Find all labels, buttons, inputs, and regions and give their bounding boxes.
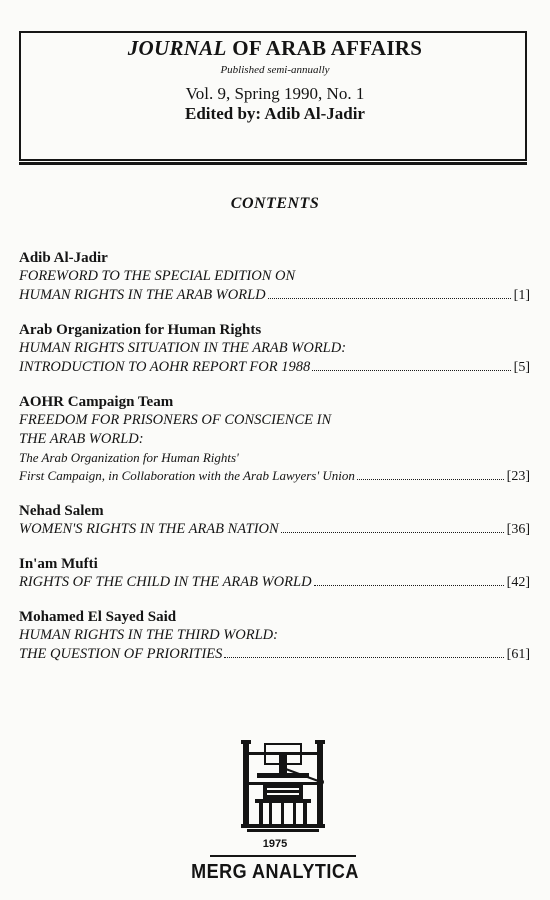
publication-frequency: Published semi-annually [220,64,330,76]
toc-title-line: THE QUESTION OF PRIORITIES [19,646,223,662]
toc-title-line: FOREWORD TO THE SPECIAL EDITION ON [19,268,296,284]
logo-year: 1975 [262,838,288,850]
volume-info: Vol. 9, Spring 1990, No. 1 [185,84,365,103]
contents-heading: CONTENTS [230,195,320,212]
toc-title-line: HUMAN RIGHTS IN THE THIRD WORLD: [19,627,278,643]
dot-leader [268,298,511,299]
journal-title-italic: JOURNAL [127,36,227,60]
toc-author: Mohamed El Sayed Said [19,609,177,625]
toc-leader-line [19,520,530,539]
toc-title-line: First Campaign, in Collaboration with the Arab Lawyers' Union [19,468,355,483]
toc-title-line: INTRODUCTION TO AOHR REPORT FOR 1988 [19,359,311,375]
toc-entry [19,321,530,377]
toc-entry [19,555,530,592]
toc-author: In'am Mufti [19,556,98,572]
toc-title-line: THE ARAB WORLD: [19,431,144,447]
toc-author: AOHR Campaign Team [19,394,174,410]
table-of-contents [19,249,530,680]
dot-leader [357,479,504,480]
toc-entry [19,608,530,664]
page-number: [1] [513,288,530,303]
toc-entry [19,502,530,539]
dot-leader [224,657,503,658]
toc-leader-line [19,358,530,377]
dot-leader [314,585,504,586]
logo-rule-top [210,855,356,857]
page-number: [42] [506,575,530,590]
toc-title-line: RIGHTS OF THE CHILD IN THE ARAB WORLD [19,574,312,590]
page-number: [23] [506,469,530,484]
toc-author: Arab Organization for Human Rights [19,322,262,338]
toc-author: Nehad Salem [19,503,104,519]
toc-title-line: HUMAN RIGHTS IN THE ARAB WORLD [19,287,266,303]
page-number: [61] [506,647,530,662]
toc-author: Adib Al-Jadir [19,250,108,266]
journal-title [0,36,550,61]
page-number: [36] [506,522,530,537]
page-number: [5] [513,360,530,375]
toc-leader-line [19,645,530,664]
toc-leader-line [19,286,530,305]
journal-title-rest: OF ARAB AFFAIRS [226,36,423,60]
dot-leader [312,370,510,371]
toc-leader-line [19,467,530,486]
printing-press-icon [241,738,325,834]
toc-leader-line [19,573,530,592]
toc-title-line: WOMEN'S RIGHTS IN THE ARAB NATION [19,521,279,537]
logo-name: MERG ANALYTICA [191,859,359,883]
toc-subtitle-line: The Arab Organization for Human Rights' [19,450,239,465]
toc-entry [19,249,530,305]
editor-line: Edited by: Adib Al-Jadir [185,104,365,123]
toc-title-line: FREEDOM FOR PRISONERS OF CONSCIENCE IN [19,412,332,428]
dot-leader [281,532,504,533]
toc-entry [19,393,530,486]
toc-title-line: HUMAN RIGHTS SITUATION IN THE ARAB WORLD: [19,340,347,356]
